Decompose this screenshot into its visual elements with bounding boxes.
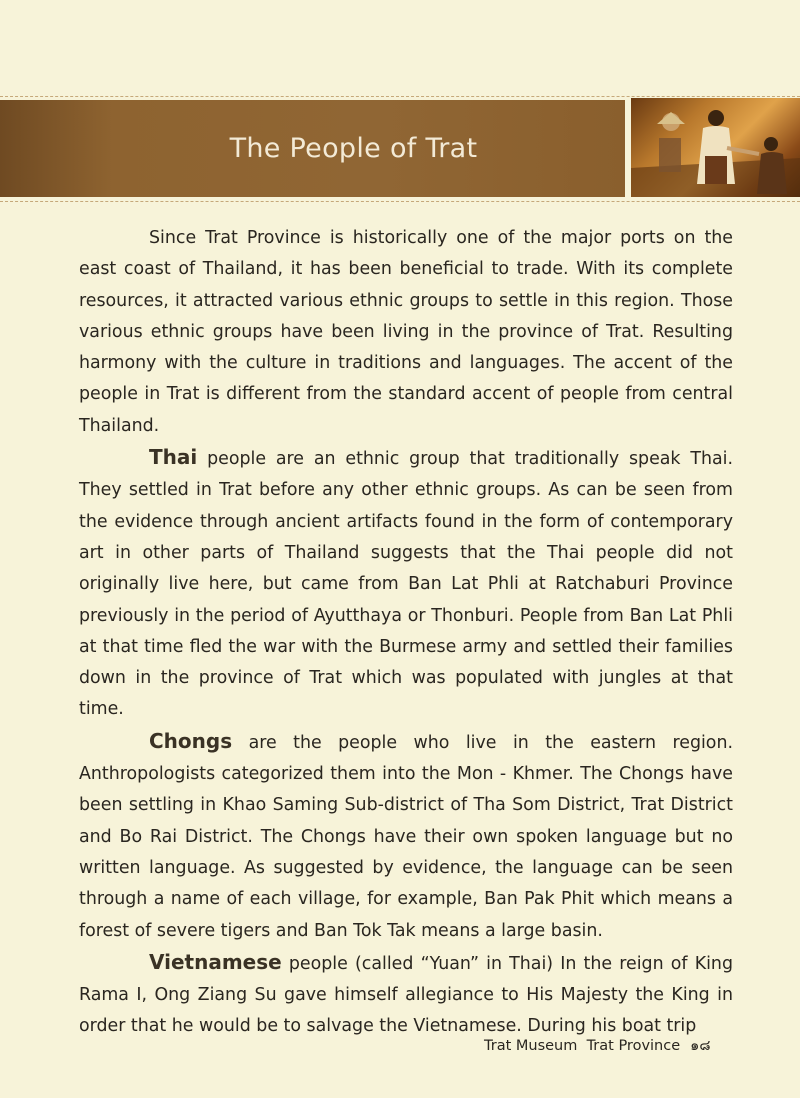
paragraph-chongs bbox=[79, 726, 733, 947]
top-dashed-rule bbox=[0, 96, 800, 97]
title-banner bbox=[0, 100, 625, 197]
footer-source: Trat Museum Trat Province bbox=[484, 1038, 681, 1054]
diorama-figures bbox=[631, 98, 800, 197]
paragraph-vietnamese-lead: Vietnamese bbox=[149, 949, 282, 974]
paragraph-vietnamese-text: people (called “Yuan” in Thai) In the reign of King Rama I, Ong Ziang Su gave himself allegiance to His Majesty the King in order that he would be to salvage the Vietnamese. During his boat trip bbox=[79, 953, 733, 1037]
bottom-dashed-rule bbox=[0, 201, 800, 202]
paragraph-vietnamese bbox=[79, 947, 733, 1043]
page-number: ๑๘ bbox=[690, 1038, 711, 1054]
paragraph-thai bbox=[79, 442, 733, 726]
article-body bbox=[79, 223, 733, 1043]
paragraph-intro bbox=[79, 223, 733, 442]
paragraph-chongs-text: are the people who live in the eastern region. Anthropologists categorized them into the Mon - Khmer. The Chongs have been settling in Khao Saming Sub-district of Tha Som District, Trat District and Bo Rai District. The Chongs have their own spoken language but no written language. As suggested by evidence, the language can be seen through a name of each village, for example, Ban Pak Phit which means a forest of severe tigers and Ban Tok Tak means a large basin. bbox=[79, 732, 733, 941]
page-footer bbox=[484, 1034, 711, 1057]
museum-diorama-photo bbox=[631, 98, 800, 197]
paragraph-thai-lead: Thai bbox=[149, 445, 198, 470]
paragraph-intro-text: Since Trat Province is historically one of the major ports on the east coast of Thailand, it has been beneficial to trade. With its complete resources, it attracted various ethnic groups to settle in this region. Those various ethnic groups have been living in the province of Trat. Resulting harmony with the culture in traditions and languages. The accent of the people in Trat is different from the standard accent of people from central Thailand. bbox=[79, 228, 733, 436]
paragraph-chongs-lead: Chongs bbox=[149, 728, 233, 753]
paragraph-thai-text: people are an ethnic group that traditionally speak Thai. They settled in Trat before any other ethnic groups. As can be seen from the evidence through ancient artifacts found in the form of contemporary art in other parts of Thailand suggests that the Thai people did not originally live here, but came from Ban Lat Phli at Ratchaburi Province previously in the period of Ayutthaya or Thonburi. People from Ban Lat Phli at that time fled the war with the Burmese army and settled their families down in the province of Trat which was populated with jungles at that time. bbox=[79, 449, 733, 720]
page-title: The People of Trat bbox=[229, 133, 478, 164]
